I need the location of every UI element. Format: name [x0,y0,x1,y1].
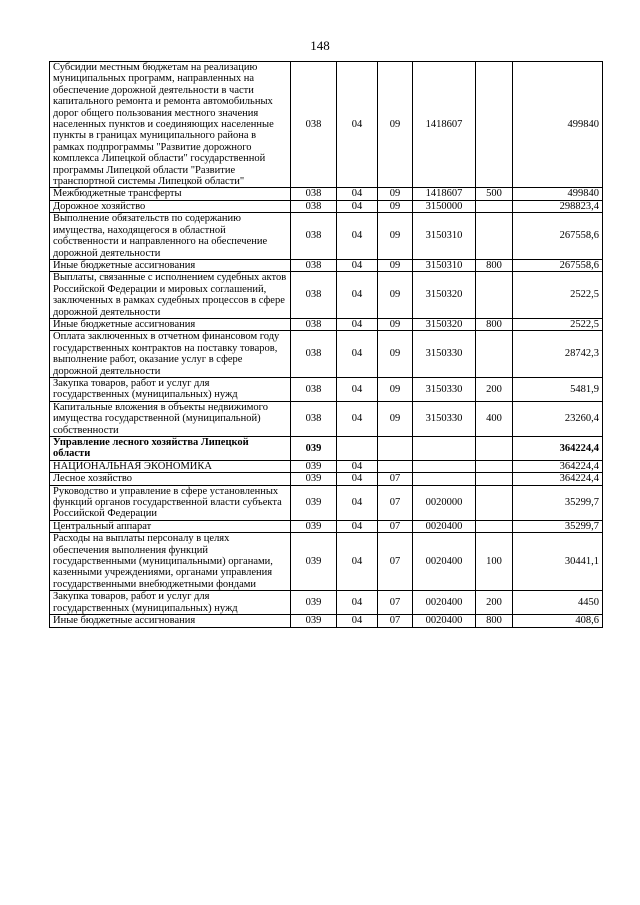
cell-expense-type-code: 800 [476,615,513,627]
cell-target-code: 0020400 [413,533,476,591]
cell-amount: 5481,9 [513,377,603,401]
cell-target-code: 3150320 [413,272,476,319]
cell-section-code: 04 [337,520,378,532]
cell-expense-type-code [476,62,513,188]
cell-ved-code: 038 [291,213,337,260]
cell-amount: 30441,1 [513,533,603,591]
cell-target-code: 1418607 [413,188,476,200]
table-row [50,259,603,271]
cell-expense-type-code: 200 [476,591,513,615]
cell-expense-type-code [476,331,513,378]
table-row [50,615,603,627]
cell-target-code [413,460,476,472]
cell-amount: 35299,7 [513,520,603,532]
cell-expense-type-code [476,485,513,520]
budget-table-body [50,62,603,628]
cell-target-code: 1418607 [413,62,476,188]
cell-name: Иные бюджетные ассигнования [50,615,291,627]
cell-name: НАЦИОНАЛЬНАЯ ЭКОНОМИКА [50,460,291,472]
cell-target-code: 3150330 [413,401,476,436]
cell-amount: 364224,4 [513,473,603,485]
cell-subsection-code: 09 [378,200,413,212]
table-row [50,591,603,615]
cell-expense-type-code: 500 [476,188,513,200]
cell-name: Руководство и управление в сфере установленных функций органов государственной власти субъекта Российской Федерации [50,485,291,520]
cell-subsection-code: 07 [378,533,413,591]
cell-ved-code: 038 [291,401,337,436]
cell-section-code: 04 [337,188,378,200]
cell-subsection-code: 09 [378,377,413,401]
cell-name: Иные бюджетные ассигнования [50,259,291,271]
table-row [50,473,603,485]
cell-section-code: 04 [337,259,378,271]
cell-section-code: 04 [337,460,378,472]
cell-ved-code: 039 [291,437,337,461]
cell-expense-type-code [476,460,513,472]
cell-section-code: 04 [337,615,378,627]
cell-ved-code: 038 [291,331,337,378]
cell-amount: 499840 [513,62,603,188]
cell-section-code: 04 [337,401,378,436]
table-row [50,331,603,378]
cell-subsection-code [378,460,413,472]
table-row [50,188,603,200]
cell-ved-code: 039 [291,460,337,472]
table-row [50,377,603,401]
cell-expense-type-code [476,200,513,212]
cell-expense-type-code: 400 [476,401,513,436]
cell-subsection-code: 09 [378,213,413,260]
cell-subsection-code: 07 [378,615,413,627]
cell-target-code [413,473,476,485]
cell-name: Межбюджетные трансферты [50,188,291,200]
cell-expense-type-code [476,213,513,260]
cell-ved-code: 039 [291,520,337,532]
cell-amount: 499840 [513,188,603,200]
cell-amount: 298823,4 [513,200,603,212]
cell-section-code: 04 [337,318,378,330]
cell-ved-code: 039 [291,485,337,520]
cell-expense-type-code [476,437,513,461]
cell-expense-type-code [476,473,513,485]
cell-name: Закупка товаров, работ и услуг для государственных (муниципальных) нужд [50,591,291,615]
cell-name: Выплаты, связанные с исполнением судебных актов Российской Федерации и мировых соглашений, заключенных в рамках судебных процессов в сфере дорожной деятельности [50,272,291,319]
cell-subsection-code: 07 [378,485,413,520]
cell-name: Субсидии местным бюджетам на реализацию муниципальных программ, направленных на обеспечение дорожной деятельности в части капитального ремонта и ремонта автомобильных дорог общего пользования местного значения населенных пунктов и соединяющих населенные пункты в границах муниципального района в рамках подпрограммы "Развитие дорожного комплекса Липецкой области" государственной программы Липецкой области "Развитие транспортной системы Липецкой области" [50,62,291,188]
cell-name: Лесное хозяйство [50,473,291,485]
cell-name: Капитальные вложения в объекты недвижимого имущества государственной (муниципальной) собственности [50,401,291,436]
cell-section-code: 04 [337,591,378,615]
cell-target-code: 3150310 [413,259,476,271]
cell-expense-type-code: 800 [476,259,513,271]
table-row [50,485,603,520]
cell-ved-code: 038 [291,62,337,188]
cell-amount: 2522,5 [513,272,603,319]
cell-target-code: 3150330 [413,331,476,378]
cell-amount: 35299,7 [513,485,603,520]
table-row [50,520,603,532]
cell-section-code: 04 [337,331,378,378]
table-row [50,401,603,436]
cell-section-code: 04 [337,377,378,401]
cell-expense-type-code: 100 [476,533,513,591]
cell-target-code: 0020000 [413,485,476,520]
cell-subsection-code: 09 [378,318,413,330]
cell-amount: 23260,4 [513,401,603,436]
cell-ved-code: 038 [291,200,337,212]
table-row [50,533,603,591]
cell-expense-type-code: 800 [476,318,513,330]
cell-amount: 364224,4 [513,460,603,472]
cell-amount: 267558,6 [513,213,603,260]
cell-section-code: 04 [337,533,378,591]
table-row [50,318,603,330]
cell-name: Иные бюджетные ассигнования [50,318,291,330]
cell-subsection-code: 07 [378,473,413,485]
cell-target-code: 3150000 [413,200,476,212]
cell-section-code [337,437,378,461]
cell-ved-code: 039 [291,473,337,485]
cell-subsection-code: 09 [378,259,413,271]
cell-ved-code: 038 [291,259,337,271]
cell-name: Управление лесного хозяйства Липецкой области [50,437,291,461]
cell-amount: 408,6 [513,615,603,627]
cell-name: Дорожное хозяйство [50,200,291,212]
cell-subsection-code: 09 [378,401,413,436]
cell-ved-code: 038 [291,318,337,330]
cell-section-code: 04 [337,272,378,319]
cell-section-code: 04 [337,200,378,212]
table-row [50,213,603,260]
cell-amount: 267558,6 [513,259,603,271]
cell-expense-type-code [476,272,513,319]
cell-amount: 4450 [513,591,603,615]
cell-ved-code: 039 [291,591,337,615]
cell-target-code: 3150320 [413,318,476,330]
table-row [50,272,603,319]
cell-expense-type-code [476,520,513,532]
cell-target-code: 3150330 [413,377,476,401]
table-row [50,437,603,461]
budget-table [49,61,603,628]
cell-name: Оплата заключенных в отчетном финансовом году государственных контрактов на поставку товаров, выполнение работ, оказание услуг в сфере дорожной деятельности [50,331,291,378]
cell-name: Расходы на выплаты персоналу в целях обеспечения выполнения функций государственными (муниципальными) органами, казенными учреждениями, органами управления государственными внебюджетными фондами [50,533,291,591]
table-row [50,62,603,188]
cell-subsection-code: 09 [378,188,413,200]
cell-subsection-code: 09 [378,272,413,319]
cell-amount: 2522,5 [513,318,603,330]
cell-amount: 364224,4 [513,437,603,461]
cell-section-code: 04 [337,473,378,485]
cell-expense-type-code: 200 [476,377,513,401]
cell-amount: 28742,3 [513,331,603,378]
cell-subsection-code [378,437,413,461]
cell-section-code: 04 [337,485,378,520]
table-row [50,200,603,212]
cell-target-code: 0020400 [413,591,476,615]
cell-target-code: 0020400 [413,615,476,627]
cell-target-code [413,437,476,461]
cell-section-code: 04 [337,62,378,188]
cell-subsection-code: 09 [378,62,413,188]
cell-subsection-code: 09 [378,331,413,378]
cell-name: Центральный аппарат [50,520,291,532]
cell-target-code: 3150310 [413,213,476,260]
cell-target-code: 0020400 [413,520,476,532]
cell-ved-code: 039 [291,533,337,591]
cell-name: Закупка товаров, работ и услуг для государственных (муниципальных) нужд [50,377,291,401]
cell-ved-code: 038 [291,377,337,401]
cell-ved-code: 038 [291,188,337,200]
cell-subsection-code: 07 [378,591,413,615]
cell-ved-code: 038 [291,272,337,319]
cell-name: Выполнение обязательств по содержанию имущества, находящегося в областной собственности и направленного на обеспечение дорожной деятельности [50,213,291,260]
page-number: 148 [310,38,330,53]
table-row [50,460,603,472]
cell-section-code: 04 [337,213,378,260]
cell-ved-code: 039 [291,615,337,627]
cell-subsection-code: 07 [378,520,413,532]
